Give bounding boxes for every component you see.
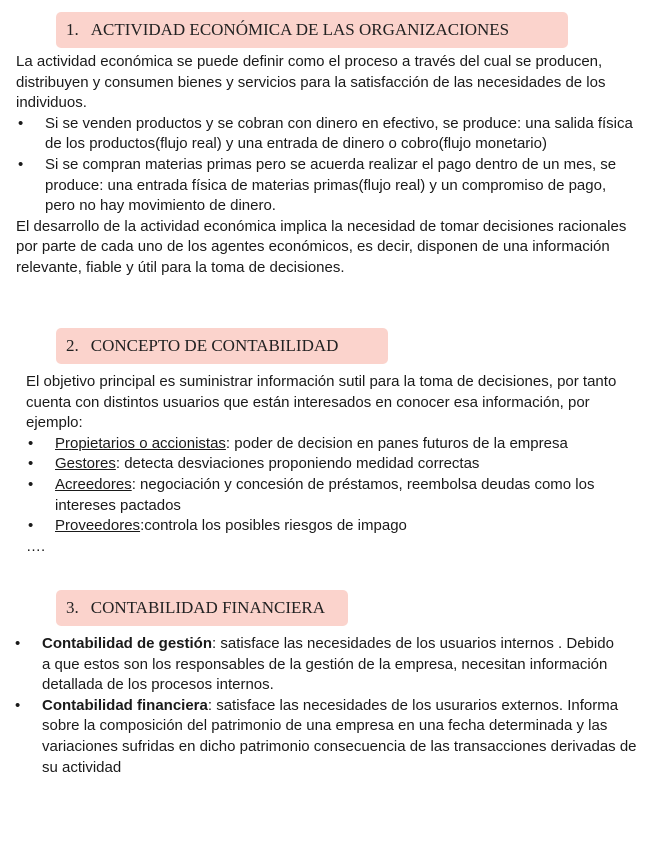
- section-1-title: ACTIVIDAD ECONÓMICA DE LAS ORGANIZACIONES: [90, 20, 510, 39]
- list-item-text: Si se venden productos y se cobran con dinero en efectivo, se produce: una salida física de los productos(flujo real) y una entrada de dinero o cobro(flujo monetario): [45, 114, 633, 153]
- section-1-body: [16, 52, 640, 279]
- section-1-number: 1.: [66, 20, 79, 39]
- section-2-ellipsis: ….: [26, 537, 46, 555]
- list-item-text: Si se compran materias primas pero se acuerda realizar el pago dentro de un mes, se produce: una entrada física de materias primas(flujo real) y un compromiso de pago, pero no hay movimiento de dinero.: [45, 155, 617, 215]
- list-item: [45, 155, 640, 217]
- section-2-number: 2.: [66, 336, 79, 355]
- section-2-list: [26, 434, 632, 537]
- section-2-intro: El objetivo principal es suministrar información sutil para la toma de decisiones, por tanto cuenta con distintos usuarios que están interesados en conocer esa información, por ejemplo:: [26, 373, 617, 432]
- list-item: [55, 454, 632, 475]
- list-item: [42, 634, 638, 696]
- section-3-body: [16, 634, 638, 778]
- user-desc: :controla los posibles riesgos de impago: [140, 517, 407, 535]
- section-1-heading: [56, 12, 568, 48]
- section-3-title: CONTABILIDAD FINANCIERA: [90, 598, 326, 617]
- section-2-body: [26, 372, 632, 557]
- user-term: Acreedores: [55, 475, 132, 493]
- user-desc: : negociación y concesión de préstamos, reembolsa deudas como los intereses pactados: [55, 475, 595, 514]
- section-2-heading: [56, 328, 388, 364]
- user-desc: : poder de decision en panes futuros de la empresa: [225, 434, 568, 452]
- section-1-outro: El desarrollo de la actividad económica implica la necesidad de tomar decisiones racionales por parte de cada uno de los agentes económicos, es decir, disponen de una información relevante, fiable y útil para la toma de decisiones.: [16, 217, 627, 276]
- user-desc: : detecta desviaciones proponiendo medidad correctas: [115, 455, 480, 473]
- accounting-desc: : satisface las necesidades de los usurarios externos. Informa sobre la composición del patrimonio de una empresa en una fecha determinada y las variaciones sufridas en dicho patrimonio consecuencia de las transacciones derivadas de su actividad: [42, 696, 637, 776]
- user-term: Gestores: [55, 455, 116, 473]
- accounting-desc: : satisface las necesidades de los usuarios internos . Debido a que estos son los responsables de la gestión de la empresa, necesitan información detallada de los procesos internos.: [42, 635, 614, 694]
- section-1-list: [16, 114, 640, 217]
- list-item: [55, 516, 632, 537]
- section-3-number: 3.: [66, 598, 79, 617]
- list-item: [45, 114, 640, 155]
- list-item: [42, 696, 638, 778]
- section-2-title: CONCEPTO DE CONTABILIDAD: [90, 336, 339, 355]
- section-3-heading: [56, 590, 348, 626]
- user-term: Propietarios o accionistas: [55, 434, 226, 452]
- list-item: [55, 475, 632, 516]
- list-item: [55, 434, 632, 455]
- section-3-list: [16, 634, 638, 778]
- user-term: Proveedores: [55, 517, 141, 535]
- section-1-intro: La actividad económica se puede definir como el proceso a través del cual se producen, distribuyen y consumen bienes y servicios para la satisfacción de las necesidades de los individuos.: [16, 53, 606, 112]
- accounting-term: Contabilidad de gestión: [42, 635, 213, 652]
- accounting-term: Contabilidad financiera: [42, 696, 208, 714]
